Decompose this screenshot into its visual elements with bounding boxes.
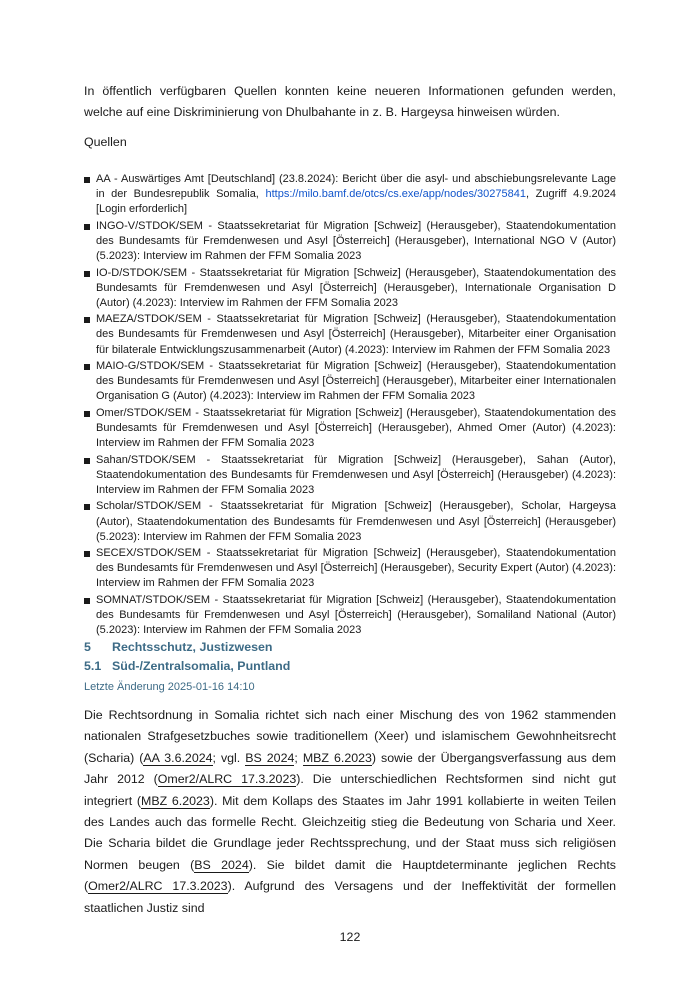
reference-list <box>96 172 616 640</box>
section-heading <box>84 640 272 654</box>
reference-text: INGO-V/STDOK/SEM - Staatssekretariat für Migration [Schweiz] (Herausgeber), Staatendokumentation des Bundesamts für Fremdenwesen und Asyl [Österreich] (Herausgeber), International NGO V (Autor) (5.2023): Interview im Rahmen der FFM Somalia 2023 <box>96 219 616 262</box>
reference-text: Sahan/STDOK/SEM - Staatssekretariat für Migration [Schweiz] (Herausgeber), Sahan (Autor), Staatendokumentation des Bundesamts für Fremdenwesen und Asyl [Österreich] (Herausgeber) (4.2023): Interview im Rahmen der FFM Somalia 2023 <box>96 453 616 496</box>
body-text-2: ; vgl. <box>212 750 246 765</box>
reference-item <box>96 266 616 311</box>
subsection-title: Süd-/Zentralsomalia, Puntland <box>112 659 291 673</box>
subsection-heading <box>84 659 290 673</box>
body-text-8: ). Aufgrund des Versagens und der Ineffektivität der formellen staatlichen Justiz sind <box>84 879 616 915</box>
bullet-icon <box>84 551 90 557</box>
citation-link[interactable]: AA 3.6.2024 <box>143 750 213 765</box>
sources-label: Quellen <box>84 135 127 149</box>
reference-item <box>96 172 616 217</box>
body-text-6: ). Mit dem Kollaps des Staates im Jahr 1991 kollabierte in weiten Teilen des Landes auch das formelle Recht. Gleichzeitig stieg die Bedeutung von Scharia und Xeer. Die Scharia bildet die Grundlage jeder Rechtssprechung, und der Staat muss sich religiösen Normen beugen ( <box>84 793 616 872</box>
citation-link[interactable]: Omer2/ALRC 17.3.2023 <box>157 772 297 787</box>
section-title: Rechtsschutz, Justizwesen <box>112 640 273 654</box>
reference-text: Scholar/STDOK/SEM - Staatssekretariat für Migration [Schweiz] (Herausgeber), Scholar, Hargeysa (Autor), Staatendokumentation des Bundesamts für Fremdenwesen und Asyl [Österreich] (Herausgeber) (5.2023): Interview im Rahmen der FFM Somalia 2023 <box>96 500 616 543</box>
subsection-number: 5.1 <box>84 659 102 673</box>
reference-item <box>96 219 616 264</box>
bullet-icon <box>84 317 90 323</box>
reference-item <box>96 593 616 638</box>
reference-text: SECEX/STDOK/SEM - Staatssekretariat für Migration [Schweiz] (Herausgeber), Staatendokumentation des Bundesamts für Fremdenwesen und Asyl [Österreich] (Herausgeber), Security Expert (Autor) (4.2023): Interview im Rahmen der FFM Somalia 2023 <box>96 547 616 590</box>
bullet-icon <box>84 411 90 417</box>
reference-url-link[interactable]: https://milo.bamf.de/otcs/cs.exe/app/nodes/30275841 <box>265 188 526 201</box>
reference-text: Omer/STDOK/SEM - Staatssekretariat für Migration [Schweiz] (Herausgeber), Staatendokumentation des Bundesamts für Fremdenwesen und Asyl [Österreich] (Herausgeber), Ahmed Omer (Autor) (4.2023): Interview im Rahmen der FFM Somalia 2023 <box>96 406 616 450</box>
bullet-icon <box>84 224 90 230</box>
citation-link[interactable]: MBZ 6.2023 <box>302 750 372 765</box>
body-text-7: ). Sie bildet damit die Hauptdeterminante jeglichen Rechts ( <box>84 857 616 894</box>
body-text-3: ; <box>294 750 303 765</box>
bullet-icon <box>84 598 90 604</box>
reference-text: IO-D/STDOK/SEM - Staatssekretariat für Migration [Schweiz] (Herausgeber), Staatendokumentation des Bundesamts für Fremdenwesen und Asyl [Österreich] (Herausgeber), Internationale Organisation D (Autor) (4.2023): Interview im Rahmen der FFM Somalia 2023 <box>96 266 616 309</box>
section-number: 5 <box>84 640 91 654</box>
bullet-icon <box>84 458 90 464</box>
reference-text: SOMNAT/STDOK/SEM - Staatssekretariat für Migration [Schweiz] (Herausgeber), Staatendokumentation des Bundesamts für Fremdenwesen und Asyl [Österreich] (Herausgeber), Somaliland National (Autor) (5.2023): Interview im Rahmen der FFM Somalia 2023 <box>96 594 616 637</box>
reference-text: MAEZA/STDOK/SEM - Staatssekretariat für Migration [Schweiz] (Herausgeber), Staatendokumentation des Bundesamts für Fremdenwesen und Asyl [Österreich] (Herausgeber), Mitarbeiter einer Organisation für bilaterale Entwicklungszusammenarbeit (Autor) (4.2023): Interview im Rahmen der FFM Somalia 2023 <box>96 313 616 356</box>
intro-paragraph: In öffentlich verfügbaren Quellen konnten keine neueren Informationen gefunden werden, welche auf eine Diskriminierung von Dhulbahante in z. B. Hargeysa hinweisen würden. <box>84 84 616 119</box>
reference-item <box>96 499 616 544</box>
reference-item <box>96 453 616 498</box>
reference-text-tail: , Zugriff 4.9.2024 [Login erforderlich] <box>96 188 617 216</box>
body-paragraph <box>84 705 616 919</box>
page-number: 122 <box>339 930 361 944</box>
bullet-icon <box>84 504 90 510</box>
reference-item <box>96 359 616 404</box>
reference-item <box>96 546 616 591</box>
body-text-4: ) sowie der Übergangsverfassung aus dem Jahr 2012 ( <box>84 750 616 787</box>
body-text-5: ). Die unterschiedlichen Rechtsformen sind nicht gut integriert ( <box>84 772 616 808</box>
reference-text: AA - Auswärtiges Amt [Deutschland] (23.8.2024): Bericht über die asyl- und abschiebungsrelevante Lage in der Bundesrepublik Somalia, <box>96 173 616 201</box>
reference-text: MAIO-G/STDOK/SEM - Staatssekretariat für Migration [Schweiz] (Herausgeber), Staatendokumentation des Bundesamts für Fremdenwesen und Asyl [Österreich] (Herausgeber), Mitarbeiter einer Internationalen Organisation G (Autor) (4.2023): Interview im Rahmen der FFM Somalia 2023 <box>96 360 616 403</box>
citation-link[interactable]: BS 2024 <box>245 750 295 765</box>
citation-link[interactable]: MBZ 6.2023 <box>141 793 210 808</box>
bullet-icon <box>84 177 90 183</box>
bullet-icon <box>84 364 90 370</box>
reference-item <box>96 312 616 357</box>
body-text-1: Die Rechtsordnung in Somalia richtet sich nach einer Mischung des von 1962 stammenden nationalen Strafgesetzbuches sowie traditionellem (Xeer) und islamischem Gewohnheitsrecht (Scharia) ( <box>84 708 616 765</box>
reference-item <box>96 406 616 451</box>
citation-link[interactable]: BS 2024 <box>194 857 249 872</box>
last-updated: Letzte Änderung 2025-01-16 14:10 <box>84 681 255 693</box>
bullet-icon <box>84 271 90 277</box>
citation-link[interactable]: Omer2/ALRC 17.3.2023 <box>88 879 228 894</box>
